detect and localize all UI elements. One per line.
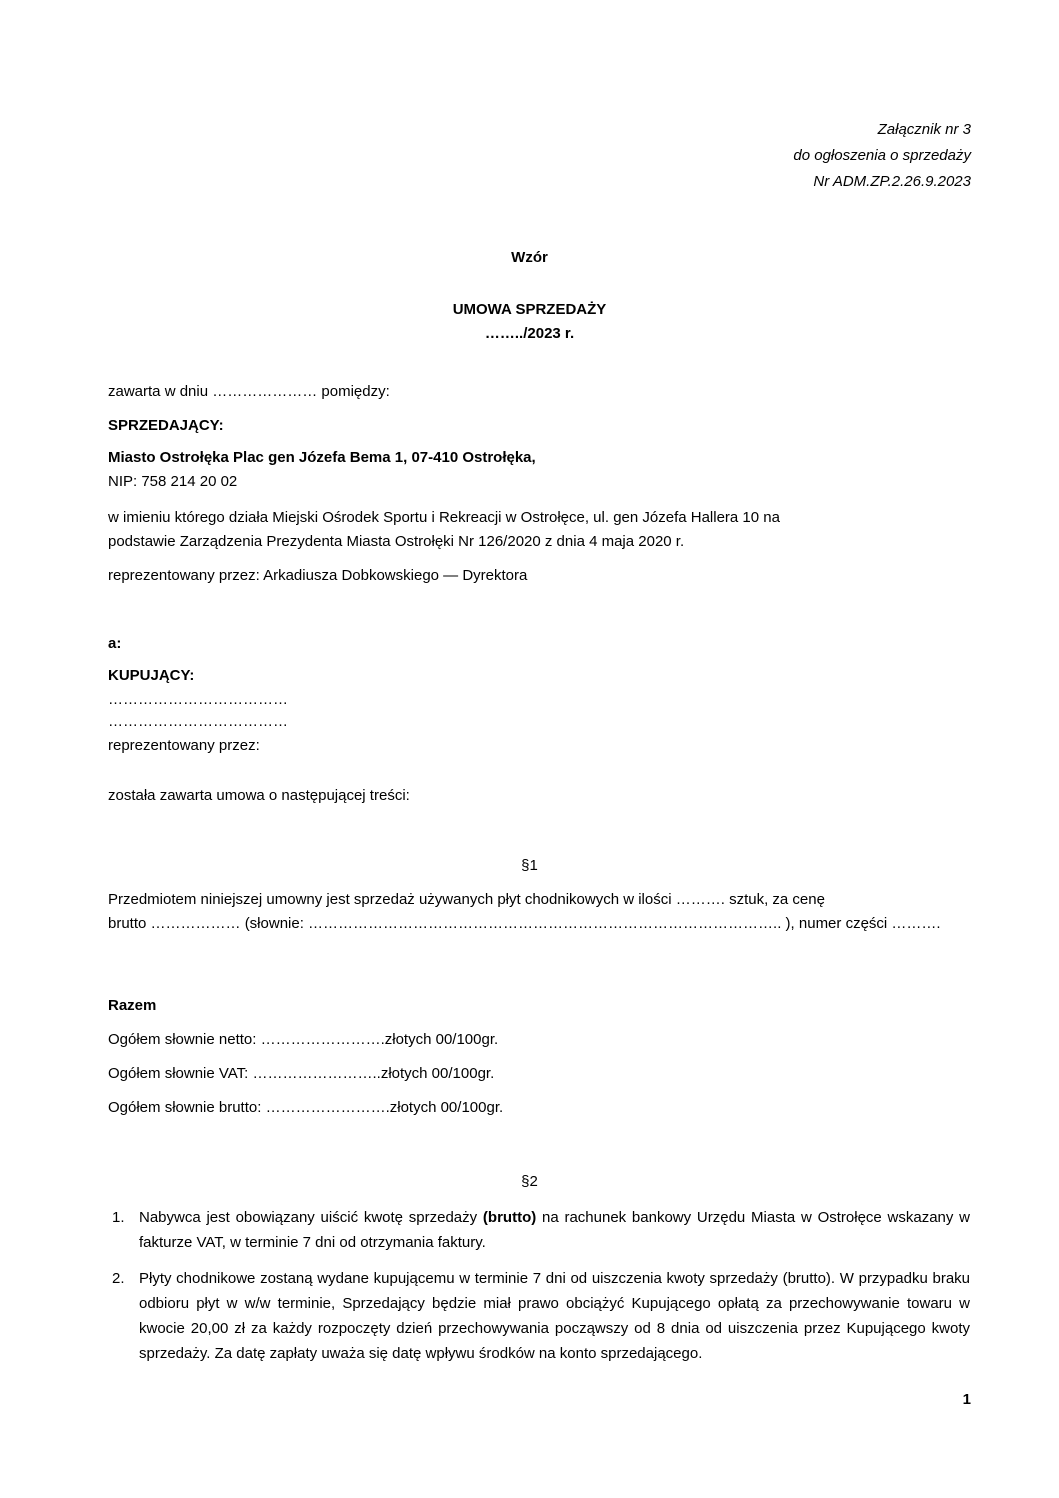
- concluded-statement: została zawarta umowa o następującej treści:: [108, 787, 410, 804]
- contract-date-line: zawarta w dniu ………………… pomiędzy:: [108, 383, 390, 400]
- list-item-text: [139, 1205, 970, 1255]
- section-1-line-1: Przedmiotem niniejszej umowny jest sprzedaż używanych płyt chodnikowych w ilości ………. sztuk, za cenę: [108, 891, 825, 908]
- buyer-address-placeholder: ………………………………: [108, 713, 288, 730]
- total-brutto: Ogółem słownie brutto: …………………….złotych 00/100gr.: [108, 1099, 504, 1116]
- seller-representative: reprezentowany przez: Arkadiusza Dobkowskiego — Dyrektora: [108, 567, 528, 584]
- list-item-text-bold: (brutto): [482, 1209, 537, 1226]
- annex-case-number: Nr ADM.ZP.2.26.9.2023: [813, 173, 971, 190]
- total-vat: Ogółem słownie VAT: ……………………..złotych 00/100gr.: [108, 1065, 495, 1082]
- total-netto: Ogółem słownie netto: …………………….złotych 00/100gr.: [108, 1031, 499, 1048]
- list-item: [108, 1266, 970, 1391]
- acting-entity-line-1: w imieniu którego działa Miejski Ośrodek Sportu i Rekreacji w Ostrołęce, ul. gen Józefa Hallera 10 na: [108, 509, 780, 526]
- document-title: UMOWA SPRZEDAŻY: [452, 301, 607, 318]
- section-1-heading: §1: [521, 857, 538, 874]
- buyer-name-placeholder: ………………………………: [108, 691, 288, 708]
- list-item-number: 2.: [112, 1270, 125, 1287]
- and-separator: a:: [108, 635, 122, 652]
- buyer-representative: reprezentowany przez:: [108, 737, 260, 754]
- acting-entity-line-2: podstawie Zarządzenia Prezydenta Miasta Ostrołęki Nr 126/2020 z dnia 4 maja 2020 r.: [108, 533, 685, 550]
- section-1-line-2: brutto ……………… (słownie: ………………………………………………………………………………….. ), numer części ……….: [108, 915, 941, 932]
- section-2-heading: §2: [521, 1173, 538, 1190]
- totals-heading: Razem: [108, 997, 157, 1014]
- contract-number: ……../2023 r.: [484, 325, 575, 342]
- annex-reference: do ogłoszenia o sprzedaży: [793, 147, 971, 164]
- page-number: 1: [962, 1391, 971, 1408]
- seller-label: SPRZEDAJĄCY:: [108, 417, 224, 434]
- annex-number: Załącznik nr 3: [877, 121, 971, 138]
- template-label: Wzór: [511, 249, 548, 266]
- buyer-label: KUPUJĄCY:: [108, 667, 195, 684]
- seller-nip: NIP: 758 214 20 02: [108, 473, 238, 490]
- list-item-number: 1.: [112, 1209, 125, 1226]
- list-item: [108, 1205, 970, 1255]
- seller-name: Miasto Ostrołęka Plac gen Józefa Bema 1, 07-410 Ostrołęka,: [108, 449, 536, 466]
- list-item-text: Płyty chodnikowe zostaną wydane kupującemu w terminie 7 dni od uiszczenia kwoty sprzedaży (brutto). W przypadku braku odbioru płyt w w/w terminie, Sprzedający będzie miał prawo obciążyć Kupującego opłatą za przechowywanie towaru w kwocie 20,00 zł za każdy rozpoczęty dzień przechowywania począwszy od 8 dnia od uiszczenia przez Kupującego kwoty sprzedaży. Za datę zapłaty uważa się datę wpływu środków na konto sprzedającego.: [139, 1270, 970, 1362]
- list-item-text-post: na rachunek bankowy Urzędu Miasta w Ostrołęce wskazany w fakturze VAT, w terminie 7 dni od otrzymania faktury.: [139, 1209, 970, 1251]
- list-item-text-pre: Nabywca jest obowiązany uiścić kwotę sprzedaży: [139, 1209, 483, 1226]
